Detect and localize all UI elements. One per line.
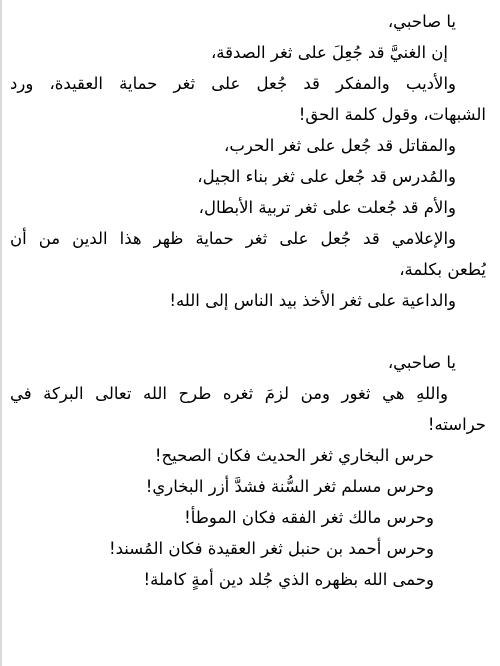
text-line: والإعلامي قد جُعل على ثغر حماية ظهر هذا الدين من أن	[10, 229, 456, 248]
text-line: وحرس أحمد بن حنبل ثغر العقيدة فكان المُسند!	[108, 539, 434, 558]
text-line: الشبهات، وقول كلمة الحق!	[298, 105, 486, 124]
paragraph-gap	[10, 316, 486, 347]
text-line: وحمى الله بظهره الذي جُلد دين أمةٍ كاملة!	[143, 570, 434, 589]
text-line: واللهِ هي ثغور ومن لزمَ ثغره طرح الله تعالى البركة في	[10, 384, 448, 403]
text-line: والأديب والمفكر قد جُعل على ثغر حماية العقيدة، ورد	[10, 74, 456, 93]
greeting-line: يا صاحبي،	[387, 12, 456, 31]
text-line: حرس البخاري ثغر الحديث فكان الصحيح!	[154, 446, 434, 465]
text-line: حراسته!	[427, 415, 486, 434]
greeting-line: يا صاحبي،	[387, 353, 456, 372]
text-line: يُطعن بكلمة،	[399, 260, 486, 279]
text-line: والمقاتل قد جُعل على ثغر الحرب،	[224, 136, 456, 155]
text-line: والأم قد جُعلت على ثغر تربية الأبطال،	[198, 198, 456, 217]
text-line: إن الغنيَّ قد جُعِلَ على ثغر الصدقة،	[210, 43, 448, 62]
text-line: وحرس مسلم ثغر السُّنة فشدَّ أزر البخاري!	[145, 477, 434, 496]
text-line: والمُدرس قد جُعل على ثغر بناء الجيل،	[197, 167, 456, 186]
text-line: وحرس مالك ثغر الفقه فكان الموطأ!	[184, 508, 434, 527]
text-line: والداعية على ثغر الأخذ بيد الناس إلى الله!	[169, 291, 456, 310]
document-body	[10, 6, 486, 595]
